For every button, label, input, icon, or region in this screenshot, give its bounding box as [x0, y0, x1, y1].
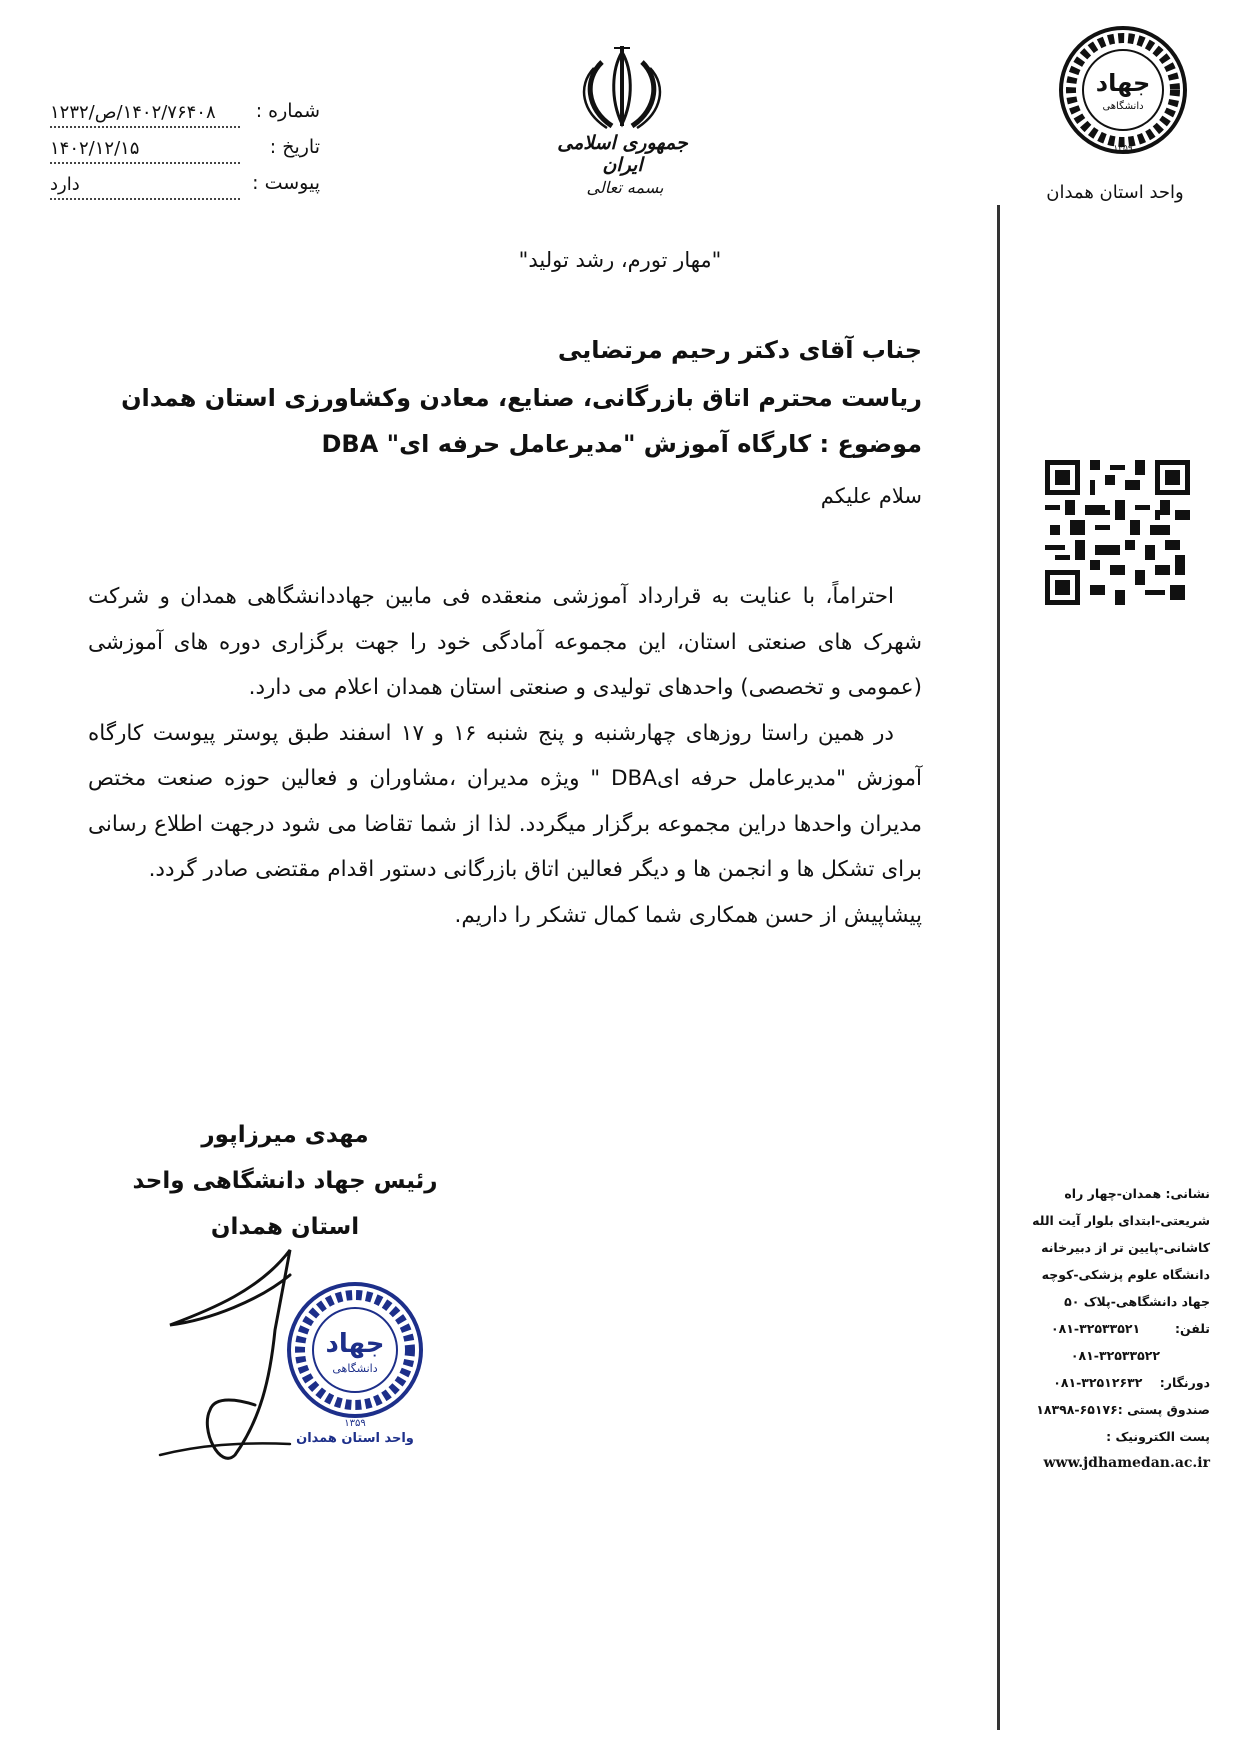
fax-number: ۰۸۱-۳۲۵۱۲۶۳۲	[1053, 1375, 1143, 1390]
stamp-subtext: دانشگاهی	[332, 1362, 378, 1375]
stamp-unit: واحد استان همدان	[296, 1431, 414, 1445]
letter-date-row	[50, 136, 320, 172]
unit-name: واحد استان همدان	[1046, 182, 1184, 203]
body-paragraph-1: احتراماً، با عنایت به قرارداد آموزشی منعقده فی مابین جهاددانشگاهی همدان و شرکت شهرک های صنعتی استان، این مجموعه آمادگی خود را جهت برگزاری دوره های آموزشی (عمومی و تخصصی) واحدهای تولیدی و صنعتی استان همدان اعلام می دارد.	[88, 584, 922, 700]
letter-subject: موضوع : کارگاه آموزش "مدیرعامل حرفه ای" DBA	[321, 430, 922, 458]
greeting: سلام علیکم	[820, 484, 922, 508]
body-paragraph-2: در همین راستا روزهای چهارشنبه و پنج شنبه ۱۶ و ۱۷ اسفند طبق پوستر پیوست کارگاه آموزش "مدیرعامل حرفه ایDBA " ویژه مدیران ،مشاوران و فعالین حوزه صنعت مختص مدیران واحدها دراین مجموعه برگزار میگردد. لذا از شما تقاضا می شود درجهت اطلاع رسانی برای تشکل ها و انجمن ها و دیگر فعالین اتاق بازرگانی دستور اقدام مقتضی صادر گردد.	[88, 720, 923, 882]
phone-1: ۰۸۱-۳۲۵۳۳۵۲۱	[1051, 1321, 1141, 1336]
fax-label: دورنگار:	[1159, 1375, 1210, 1390]
contact-info	[1025, 1180, 1210, 1477]
emblem-caption: جمهوری اسلامی ایران	[557, 132, 688, 176]
pobox: صندوق پستی :۶۵۱۷۶-۱۸۳۹۸	[1036, 1402, 1210, 1417]
qr-code-icon	[1045, 460, 1190, 605]
address-line-4: دانشگاه علوم پزشکی-کوچه	[1041, 1267, 1210, 1282]
signatory-name: مهدی میرزاپور	[201, 1122, 369, 1148]
letter-number-value: ۱۴۰۲/۷۶۴۰۸/ص/۱۲۳۲	[50, 102, 240, 128]
stamp-text: جهاد	[325, 1329, 385, 1359]
letter-date-label: تاریخ :	[269, 136, 320, 158]
body-paragraph-3: پیشاپیش از حسن همکاری شما کمال تشکر را داریم.	[454, 902, 922, 928]
address-line-3: کاشانی-پایین تر از دبیرخانه	[1041, 1240, 1210, 1255]
iran-emblem-icon	[572, 44, 672, 134]
vertical-divider	[997, 205, 1000, 1730]
phone-2: ۰۸۱-۳۲۵۳۳۵۲۲	[1070, 1348, 1160, 1363]
phone-label: تلفن:	[1174, 1321, 1210, 1336]
recipient-name: جناب آقای دکتر رحیم مرتضایی	[557, 336, 922, 364]
letter-attachment-row	[50, 172, 320, 208]
letter-attachment-label: پیوست :	[252, 172, 320, 194]
logo-text: جهاد	[1095, 69, 1151, 97]
letter-number-row	[50, 100, 320, 136]
jihad-logo	[1058, 25, 1188, 155]
email-label: پست الکترونیک :	[1106, 1429, 1210, 1444]
address-line-2: شریعتی-ابتدای بلوار آیت الله	[1032, 1213, 1210, 1228]
website-link[interactable]: www.jdhamedan.ac.ir	[1043, 1455, 1210, 1471]
letter-body	[88, 574, 922, 938]
fax-row	[1025, 1369, 1210, 1396]
letter-date-value: ۱۴۰۲/۱۲/۱۵	[50, 138, 240, 164]
stamp-year: ۱۳۵۹	[344, 1418, 366, 1429]
address-line-5: جهاد دانشگاهی-پلاک ۵۰	[1064, 1294, 1210, 1309]
logo-subtext: دانشگاهی	[1102, 101, 1144, 112]
handwritten-signature	[140, 1230, 340, 1470]
logo-year: ۱۳۵۹	[1113, 144, 1133, 154]
year-slogan: "مهار تورم، رشد تولید"	[518, 248, 722, 272]
phone-row-1	[1025, 1315, 1210, 1342]
letter-number-label: شماره :	[255, 100, 320, 122]
signatory-title: رئیس جهاد دانشگاهی واحد استان همدان	[132, 1168, 438, 1240]
recipient-title: ریاست محترم اتاق بازرگانی، صنایع، معادن وکشاورزی استان همدان	[121, 384, 922, 412]
phone-row-2	[1025, 1342, 1210, 1369]
address-line-1: نشانی: همدان-چهار راه	[1064, 1186, 1210, 1201]
besm-text: بسمه تعالی	[586, 178, 664, 197]
letter-attachment-value: دارد	[50, 174, 240, 200]
